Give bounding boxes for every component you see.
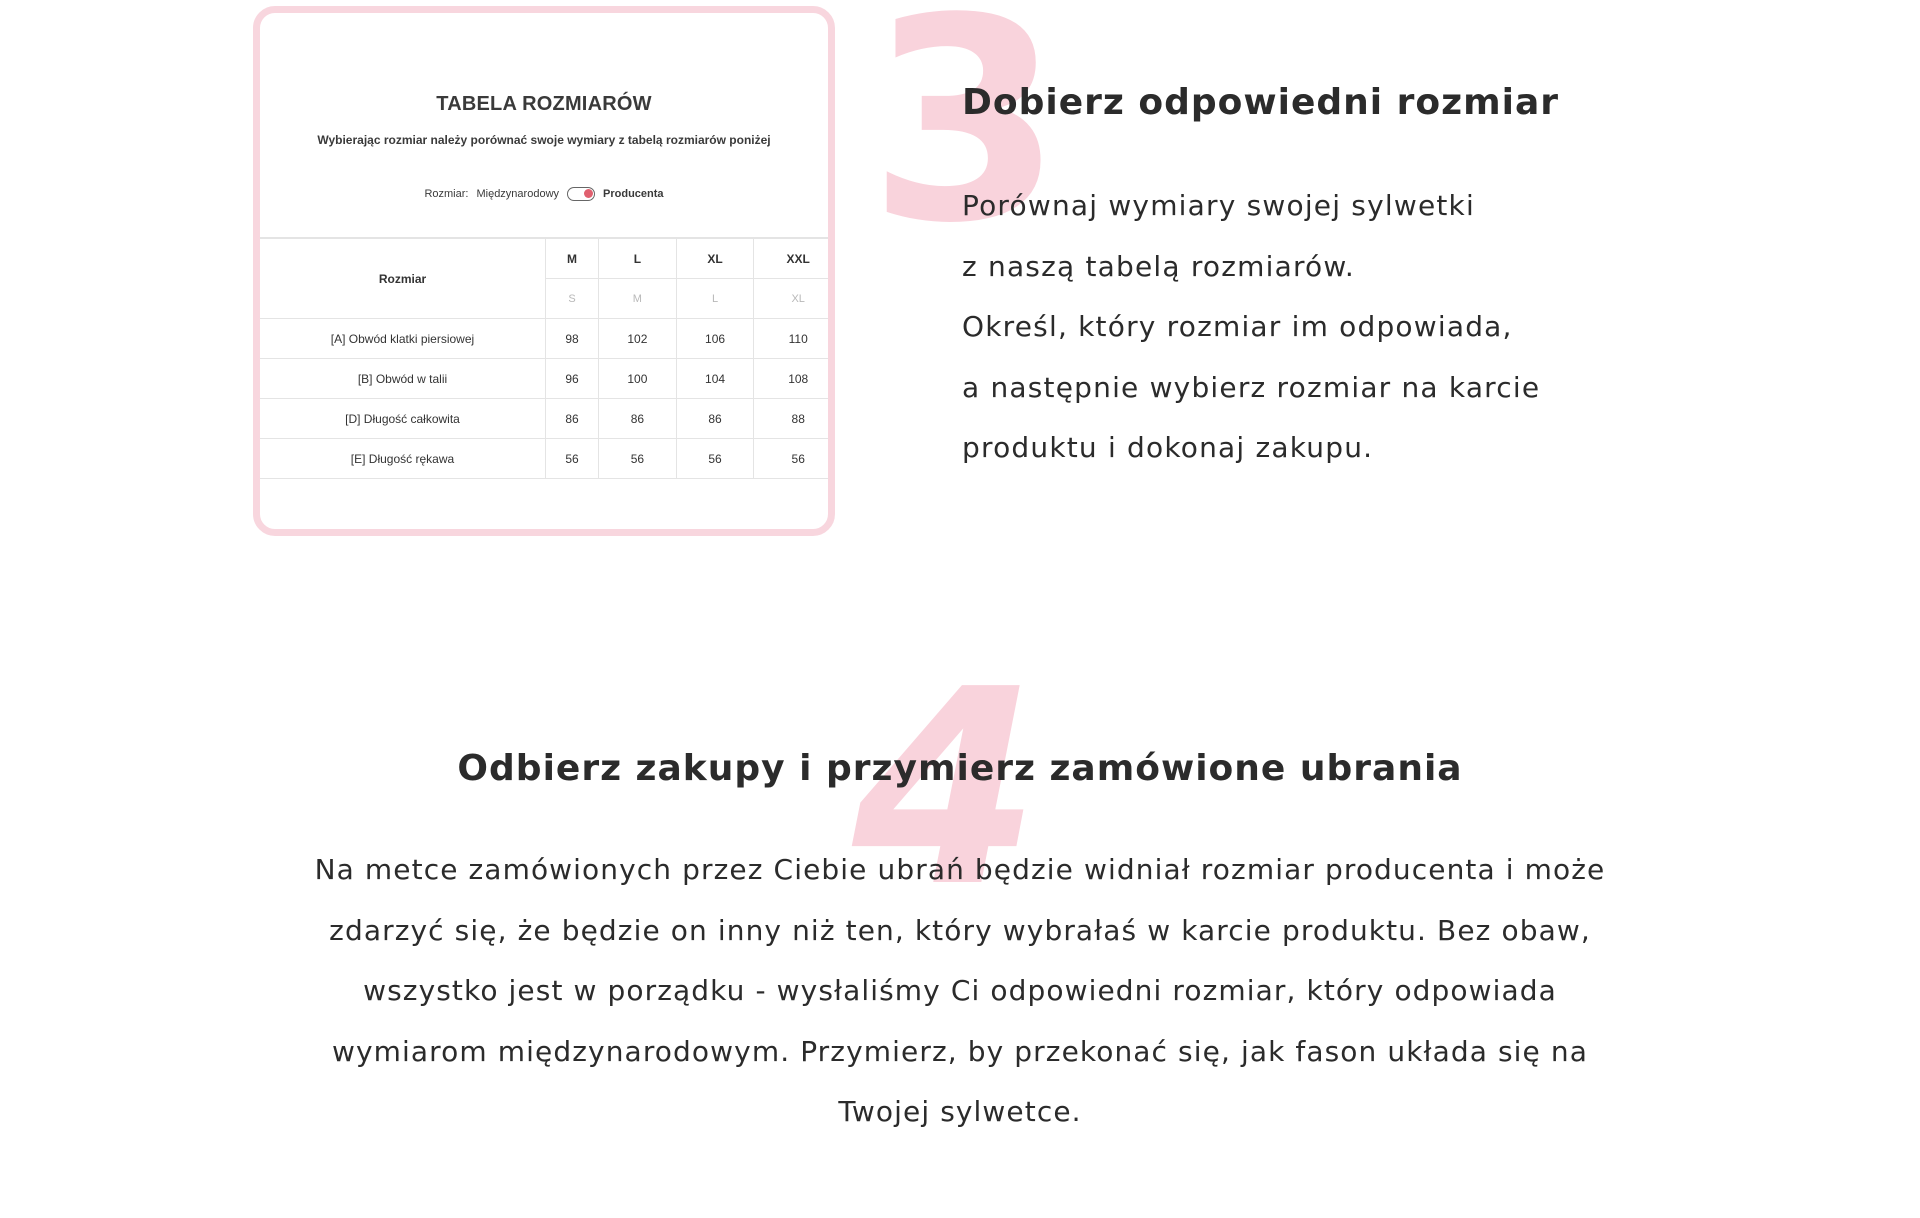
size-header-row [260, 238, 835, 279]
row-label: [A] Obwód klatki piersiowej [260, 319, 546, 359]
step4-line: Na metce zamówionych przez Ciebie ubrań będzie widniał rozmiar producenta i może [314, 853, 1606, 886]
table-row [260, 399, 835, 439]
size-system-toggle [567, 187, 595, 201]
toggle-option-international: Międzynarodowy [476, 188, 560, 200]
alt-size-cell: S [546, 279, 599, 319]
table-cell: 88 [754, 399, 835, 439]
size-chart-subtitle: Wybierając rozmiar należy porównać swoje wymiary z tabelą rozmiarów poniżej [317, 133, 771, 147]
size-header-label: Rozmiar [260, 238, 546, 319]
size-chart-image [253, 6, 835, 536]
size-table [260, 237, 835, 479]
size-system-toggle-row [260, 187, 828, 201]
table-cell: 56 [754, 439, 835, 479]
step-number-3: 3 [868, 0, 1063, 285]
size-col-header: XXL [754, 238, 835, 279]
size-chart-title: TABELA ROZMIARÓW [436, 93, 652, 115]
table-row [260, 359, 835, 399]
table-cell: 96 [546, 359, 599, 399]
alt-size-cell: M [599, 279, 677, 319]
table-cell: 86 [599, 399, 677, 439]
alt-size-cell: XL [754, 279, 835, 319]
step3-line: a następnie wybierz rozmiar na karcie [962, 370, 1541, 404]
size-col-header: M [546, 238, 599, 279]
step3-line: Określ, który rozmiar im odpowiada, [962, 310, 1513, 343]
step4-line: wymiarom międzynarodowym. Przymierz, by przekonać się, jak fason układa się na [332, 1034, 1588, 1068]
alt-size-cell: L [676, 279, 754, 319]
table-row [260, 439, 835, 479]
table-cell: 108 [754, 359, 835, 399]
step3-heading: Dobierz odpowiedni rozmiar [962, 81, 1560, 123]
toggle-knob [584, 189, 593, 198]
table-cell: 106 [676, 319, 754, 359]
row-label: [D] Długość całkowita [260, 399, 546, 439]
step3-line: z naszą tabelą rozmiarów. [962, 249, 1356, 283]
row-label: [E] Długość rękawa [260, 439, 546, 479]
table-cell: 102 [599, 319, 677, 359]
table-cell: 98 [546, 319, 599, 359]
toggle-option-manufacturer: Producenta [603, 188, 664, 200]
step4-line: wszystko jest w porządku - wysłaliśmy Ci odpowiedni rozmiar, który odpowiada [363, 974, 1557, 1007]
step3-description [962, 176, 1662, 479]
table-cell: 56 [676, 439, 754, 479]
table-row [260, 319, 835, 359]
table-cell: 56 [546, 439, 599, 479]
toggle-label: Rozmiar: [424, 188, 469, 200]
step4-line: Twojej sylwetce. [838, 1095, 1082, 1128]
table-cell: 86 [676, 399, 754, 439]
size-col-header: L [599, 238, 677, 279]
table-cell: 100 [599, 359, 677, 399]
step4-line: zdarzyć się, że będzie on inny niż ten, który wybrałaś w karcie produktu. Bez obaw, [329, 913, 1591, 947]
table-cell: 56 [599, 439, 677, 479]
size-col-header: XL [676, 238, 754, 279]
step3-line: Porównaj wymiary swojej sylwetki [962, 189, 1475, 222]
table-cell: 110 [754, 319, 835, 359]
row-label: [B] Obwód w talii [260, 359, 546, 399]
step-number-4: 4 [852, 631, 1040, 946]
step4-heading: Odbierz zakupy i przymierz zamówione ubrania [457, 747, 1463, 789]
table-cell: 104 [676, 359, 754, 399]
step4-description [230, 840, 1690, 1143]
step3-line: produktu i dokonaj zakupu. [962, 431, 1374, 464]
table-cell: 86 [546, 399, 599, 439]
